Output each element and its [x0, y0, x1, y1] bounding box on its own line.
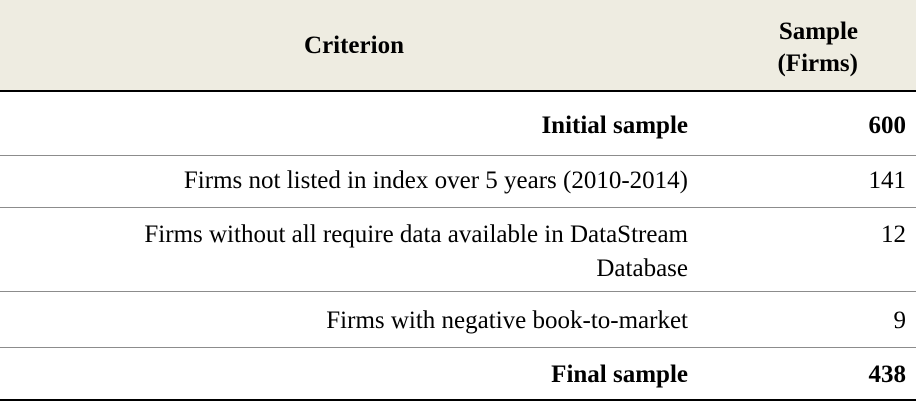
row-missing-data-label-line2: Database	[596, 255, 688, 282]
row-missing-data-label	[0, 218, 688, 286]
row-divider	[0, 155, 916, 156]
row-divider	[0, 207, 916, 208]
header-sample-line1: Sample	[778, 18, 858, 45]
row-negative-btm-value: 9	[893, 307, 906, 334]
header-sample-line2: (Firms)	[777, 50, 858, 77]
row-not-listed-value: 141	[868, 167, 906, 194]
row-final-sample-label: Final sample	[551, 361, 688, 388]
header-rule	[0, 90, 916, 92]
row-final-sample-value: 438	[868, 361, 906, 388]
header-criterion: Criterion	[304, 31, 404, 59]
row-initial-sample-label: Initial sample	[541, 112, 688, 139]
row-initial-sample-value: 600	[868, 112, 906, 139]
row-divider	[0, 347, 916, 348]
row-missing-data-value: 12	[881, 221, 906, 248]
table-header	[0, 0, 916, 91]
row-negative-btm-label: Firms with negative book-to-market	[326, 307, 688, 334]
row-not-listed-label: Firms not listed in index over 5 years (2010-2014)	[183, 167, 688, 194]
header-sample	[708, 16, 916, 82]
row-missing-data-label-line1: Firms without all require data available in DataStream	[144, 221, 688, 248]
bottom-rule	[0, 399, 916, 401]
row-divider	[0, 291, 916, 292]
